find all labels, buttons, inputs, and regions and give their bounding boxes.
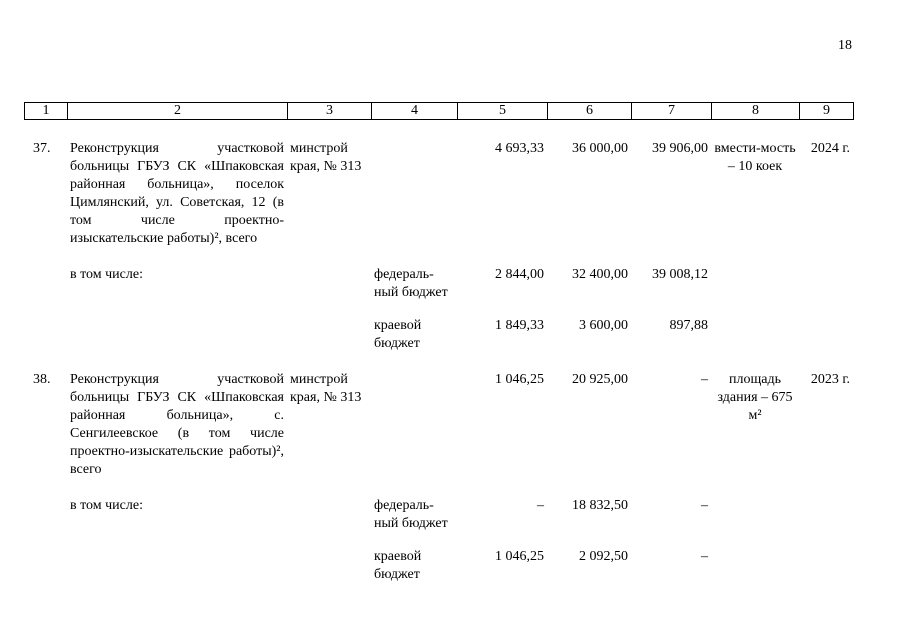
column-number: 4 — [372, 103, 458, 120]
column-number: 5 — [458, 103, 548, 120]
column-number: 2 — [68, 103, 288, 120]
value-col6: 2 092,50 — [579, 549, 628, 564]
column-header-row — [24, 102, 854, 120]
value-col7: 39 008,12 — [652, 267, 708, 282]
value-col5: 2 844,00 — [495, 267, 544, 282]
completion-year: 2023 г. — [810, 372, 850, 387]
value-col5: 1 849,33 — [495, 318, 544, 333]
table-row — [24, 548, 853, 584]
row-number: 38. — [33, 372, 51, 387]
funding-source: федераль-ный бюджет — [374, 498, 448, 531]
completion-year: 2024 г. — [810, 141, 850, 156]
funding-source: краевой бюджет — [374, 318, 422, 351]
row-number: 37. — [33, 141, 51, 156]
column-number: 8 — [712, 103, 800, 120]
object-name — [67, 371, 287, 479]
agency: минстрой края, № 313 — [290, 372, 362, 405]
table-row — [24, 497, 853, 533]
object-name-text: Реконструкция участковой больницы ГБУЗ СК «Шпаковская районная больница», поселок Цимлянский, ул. Советская, 12 (в том числе проектно-изыскательские работы)², всего — [70, 141, 284, 246]
table-row — [24, 371, 853, 479]
column-number: 9 — [800, 103, 854, 120]
funding-source: краевой бюджет — [374, 549, 422, 582]
funding-source: федераль-ный бюджет — [374, 267, 448, 300]
value-col7: – — [701, 372, 708, 387]
value-col6: 32 400,00 — [572, 267, 628, 282]
value-col7: – — [701, 498, 708, 513]
table-row — [24, 140, 853, 248]
investment-table — [24, 140, 853, 584]
value-col7: – — [701, 549, 708, 564]
value-col7: 39 906,00 — [652, 141, 708, 156]
agency: минстрой края, № 313 — [290, 141, 362, 174]
value-col6: 36 000,00 — [572, 141, 628, 156]
object-name-text: Реконструкция участковой больницы ГБУЗ СК «Шпаковская районная больница», с. Сенгилеевское (в том числе проектно-изыскательские работы)², всего — [70, 372, 284, 477]
column-number: 1 — [25, 103, 68, 120]
value-col6: 3 600,00 — [579, 318, 628, 333]
funding-source — [371, 371, 457, 479]
value-col5: 4 693,33 — [495, 141, 544, 156]
object-name — [67, 140, 287, 248]
capacity: вмести-мость – 10 коек — [714, 141, 796, 174]
value-col7: 897,88 — [669, 318, 708, 333]
column-number: 3 — [288, 103, 372, 120]
value-col6: 20 925,00 — [572, 372, 628, 387]
value-col5: 1 046,25 — [495, 549, 544, 564]
value-col5: – — [537, 498, 544, 513]
column-number: 6 — [548, 103, 632, 120]
value-col6: 18 832,50 — [572, 498, 628, 513]
table-row — [24, 266, 853, 302]
breakdown-label: в том числе: — [70, 267, 143, 282]
funding-source — [371, 140, 457, 248]
capacity: площадь здания – 675 м² — [717, 372, 793, 423]
value-col5: 1 046,25 — [495, 372, 544, 387]
page-number: 18 — [838, 38, 852, 53]
column-number: 7 — [632, 103, 712, 120]
breakdown-label: в том числе: — [70, 498, 143, 513]
table-row — [24, 317, 853, 353]
